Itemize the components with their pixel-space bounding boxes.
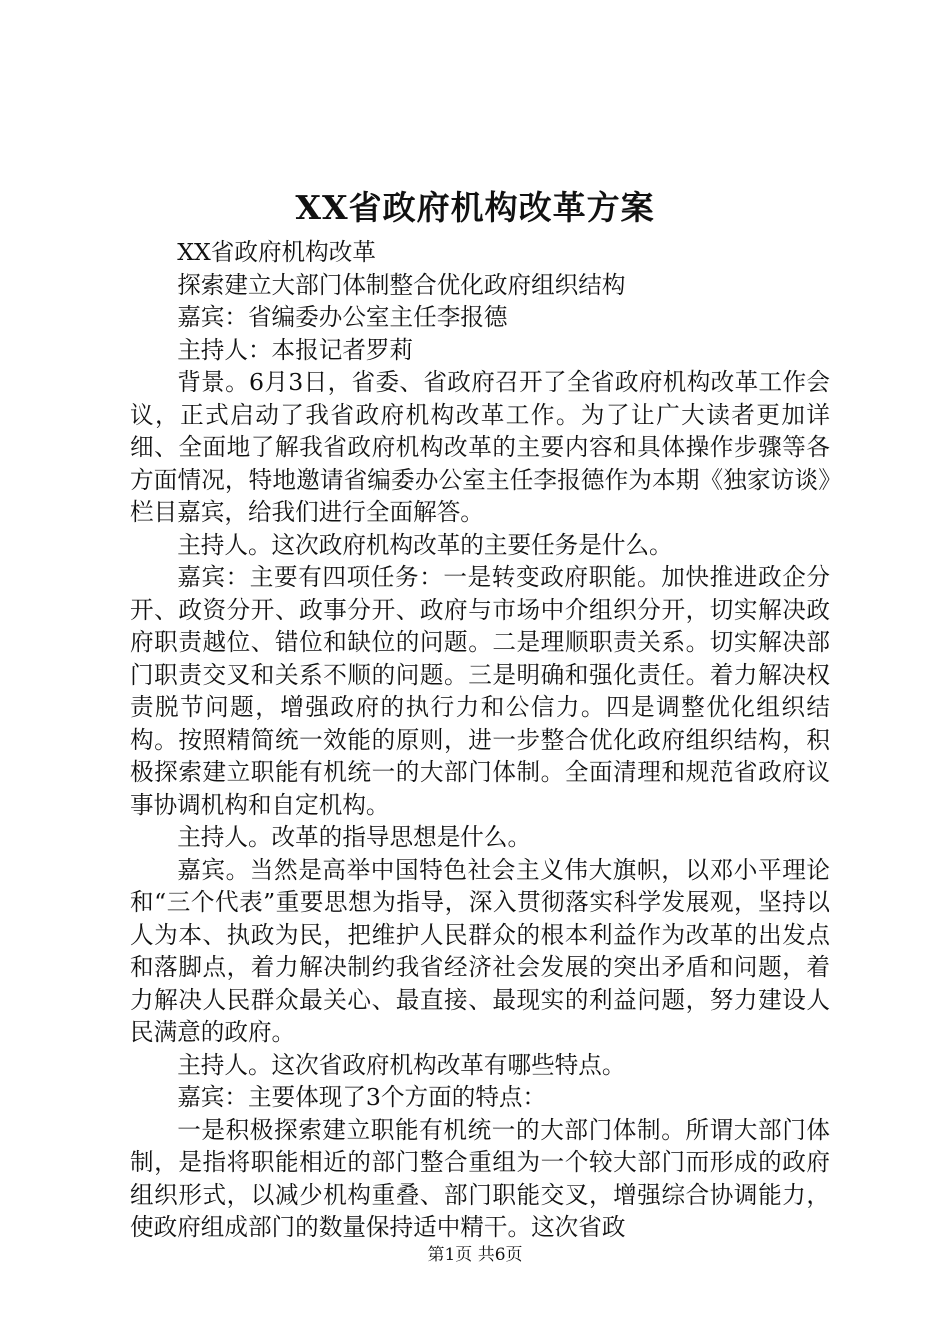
paragraph: 嘉宾：主要有四项任务：一是转变政府职能。加快推进政企分开、政资分开、政事分开、政府与市场中介组织分开，切实解决政府职责越位、错位和缺位的问题。二是理顺职责关系。切实解决部门职责交叉和关系不顺的问题。三是明确和强化责任。着力解决权责脱节问题，增强政府的执行力和公信力。四是调整优化组织结构。按照精简统一效能的原则，进一步整合优化政府组织结构，积极探索建立职能有机统一的大部门体制。全面清理和规范省政府议事协调机构和自定机构。: [130, 563, 830, 819]
document-title: XX省政府机构改革方案: [295, 188, 655, 227]
paragraph: 探索建立大部门体制整合优化政府组织结构: [177, 270, 626, 299]
paragraph: 主持人：本报记者罗莉: [177, 335, 414, 364]
paragraph: 一是积极探索建立职能有机统一的大部门体制。所谓大部门体制，是指将职能相近的部门整合重组为一个较大部门而形成的政府组织形式，以减少机构重叠、部门职能交叉，增强综合协调能力，使政府组成部门的数量保持适中精干。这次省政: [130, 1115, 830, 1241]
paragraph: 背景。6月3日，省委、省政府召开了全省政府机构改革工作会议，正式启动了我省政府机构改革工作。为了让广大读者更加详细、全面地了解我省政府机构改革的主要内容和具体操作步骤等各方面情况，特地邀请省编委办公室主任李报德作为本期《独家访谈》栏目嘉宾，给我们进行全面解答。: [130, 368, 830, 526]
paragraph: 嘉宾：主要体现了3个方面的特点：: [177, 1083, 547, 1111]
paragraph: 嘉宾。当然是高举中国特色社会主义伟大旗帜，以邓小平理论和“三个代表”重要思想为指导，深入贯彻落实科学发展观，坚持以人为本、执政为民，把维护人民群众的根本利益作为改革的出发点和落脚点，着力解决制约我省经济社会发展的突出矛盾和问题，着力解决人民群众最关心、最直接、最现实的利益问题，努力建设人民满意的政府。: [130, 855, 830, 1046]
paragraph: 嘉宾：省编委办公室主任李报德: [177, 303, 508, 331]
page-number-footer: 第1页 共6页: [427, 1245, 523, 1265]
paragraph: XX省政府机构改革: [177, 238, 376, 266]
paragraph: 主持人。改革的指导思想是什么。: [177, 823, 532, 851]
document-body: [130, 236, 830, 1244]
paragraph: 主持人。这次政府机构改革的主要任务是什么。: [177, 530, 673, 559]
paragraph: 主持人。这次省政府机构改革有哪些特点。: [177, 1050, 626, 1079]
